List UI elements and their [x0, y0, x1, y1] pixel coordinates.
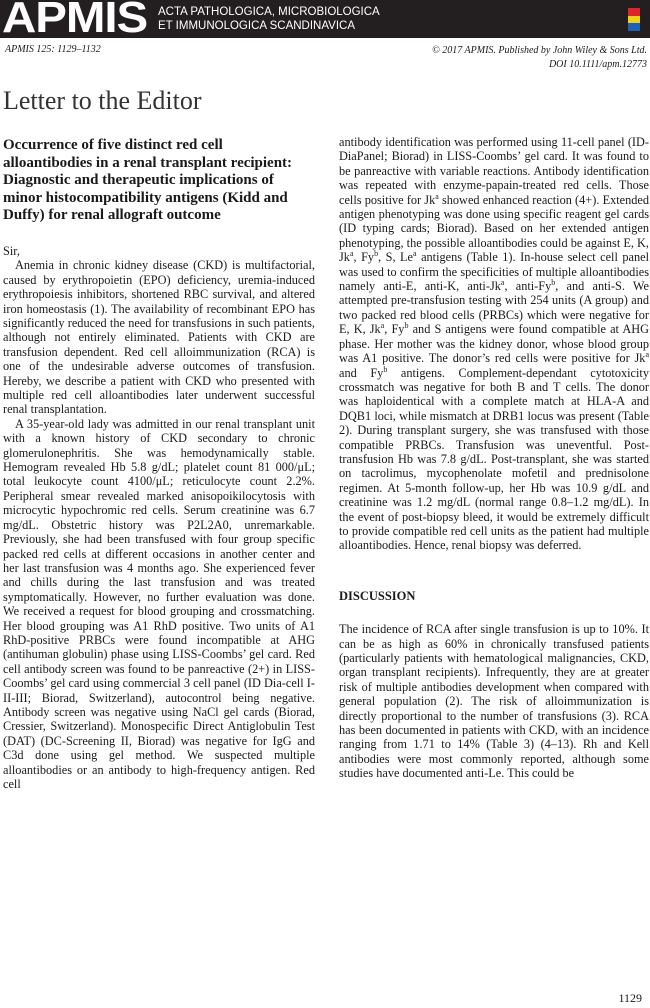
- left-column: [3, 137, 315, 791]
- copyright: © 2017 APMIS. Published by John Wiley & Sons Ltd.: [432, 45, 647, 56]
- salutation: Sir,: [3, 243, 20, 258]
- doi-link[interactable]: DOI 10.1111/apm.12773: [548, 59, 647, 70]
- paragraph-case: A 35-year-old lady was admitted in our renal transplant unit with a known history of CKD secondary to chronic glomerulonephritis. She was hemodynamically stable. Hemogram revealed Hb 5.8 g/dL; platelet count 81 000/μL; total leukocyte count 4100/μL; reticulocyte count 2.2%. Peripheral smear revealed marked anisopoikilocytosis with microcytic hypochromic red cells. Serum creatinine was 6.7 mg/dL. Obstetric history was P2L2A0, unremarkable. Previously, she had been transfused with four group specific packed red cells at different occasions in another center and her last transfusion was 4 months ago. She experienced fever and chills during the last transfusion and was treated symptomatically. However, no further evaluation was done. We received a request for blood grouping and crossmatching. Her blood grouping was A1 RhD positive. Two units of A1 RhD-positive PRBCs were found incompatible at AHG (antihuman globulin) phase using LISS-Coombs’ gel card. Red cell antibody screen was found to be panreactive (2+) in LISS-Coombs’ gel card using commercial 3 cell panel (ID Dia-cell I-II-III; Biorad, Switzerland), autocontrol being negative. Antibody screen was negative using NaCl gel cards (Biorad, Cressier, Switzerland). Monospecific Direct Antiglobulin Test (DAT) (DC-Screening II, Biorad) was negative for IgG and C3d done using gel method. We suspected multiple alloantibodies or an antibody to high-frequency antigen. Red cell: [3, 416, 315, 791]
- right-column: [339, 135, 649, 781]
- article-title: Occurrence of five distinct red cell alloantibodies in a renal transplant recipient: Diagnostic and therapeutic implications of minor histocompatibility antigens (Kidd and Duffy) for renal allograft outcome: [3, 137, 293, 224]
- journal-logo: APMIS: [2, 0, 148, 42]
- nordic-flag-icon: [628, 8, 640, 31]
- paragraph-discussion: The incidence of RCA after single transfusion is up to 10%. It can be as high as 60% in chronically transfused patients (particularly patients with hematological malignancies, CKD, organ transplant recipients). Infrequently, they are at greater risk of multiple antibodies development when compared with general population (2). The risk of alloimmunization is directly proportional to the number of transfusions (3). RCA has been documented in patients with CKD, with an incidence ranging from 1.71 to 14% (Table 3) (4–13). Rh and Kell antibodies were most commonly reported, although some studies have documented anti-Le. This could be: [339, 622, 649, 781]
- journal-banner: [0, 0, 650, 42]
- paragraph-case-continued: antibody identification was performed using 11-cell panel (ID-DiaPanel; Biorad) in LISS-Coombs’ gel card. It was found to be panreactive with variable reactions. Antibody identification was repeated with enzyme-papain-treated red cells. Those cells positive for Jk$^a$ showed enhanced reaction (4+). Extended antigen phenotyping was done using specific reagent gel cards (ID typing cards; Biorad). Based on her extended antigen phenotyping, the possible alloantibodies could be against E, K, Jk$^a$, Fy$^b$, S, Le$^a$ antigens (Table 1). In-house select cell panel was used to confirm the specificities of multiple alloantibodies namely anti-E, anti-K, anti-Jk$^a$, anti-Fy$^b$, and anti-S. We attempted pre-transfusion testing with 254 units (A group) and two packed red blood cells (PRBCs) which were negative for E, K, Jk$^a$, Fy$^b$ and S antigens were found compatible at AHG phase. Her mother was the kidney donor, whose blood group was A1 positive. The donor’s red cells were positive for Jk$^a$ and Fy$^b$ antigens. Complement-dependant cytotoxicity crossmatch was negative for both B and T cells. The donor was haploidentical with a complete match at HLA-A and DQB1 loci, while mismatch at DRB1 locus was present (Table 2). During transplant surgery, she was transfused with those compatible PRBCs. Transfusion was uneventful. Post-transfusion Hb was 7.8 g/dL. Post-transplant, she was started on tacrolimus, mycophenolate mofetil and prednisolone regimen. At 5-month follow-up, her Hb was 10.9 g/dL and creatinine was 1.2 mg/dL (normal range 0.8–1.2 mg/dL). In the event of post-biopsy bleed, it would be extremely difficult to provide compatible red cell units as the patient had multiple alloantibodies. Hence, renal biopsy was deferred.: [339, 135, 650, 553]
- discussion-heading: DISCUSSION: [339, 588, 416, 603]
- page-number: 1129: [618, 991, 642, 1005]
- section-title: Letter to the Editor: [3, 86, 202, 115]
- publication-info: [432, 44, 647, 72]
- citation: APMIS 125: 1129–1132: [5, 44, 101, 55]
- journal-subtitle: ACTA PATHOLOGICA, MICROBIOLOGICA ET IMMUNOLOGICA SCANDINAVICA: [158, 6, 380, 32]
- paragraph-intro: Anemia in chronic kidney disease (CKD) is multifactorial, caused by erythropoietin (EPO) deficiency, uremia-induced erythropoiesis inhibitors, shortened RBC survival, and altered iron homeostasis (1). The availability of recombinant EPO has significantly reduced the need for transfusions in such patients, although not entirely eliminated. Patients with CKD are transfusion dependent. Red cell alloimmunization (RCA) is one of the undesirable adverse outcomes of transfusion. Hereby, we describe a patient with CKD who presented with multiple red cell alloantibodies later underwent successful renal transplantation.: [3, 258, 315, 417]
